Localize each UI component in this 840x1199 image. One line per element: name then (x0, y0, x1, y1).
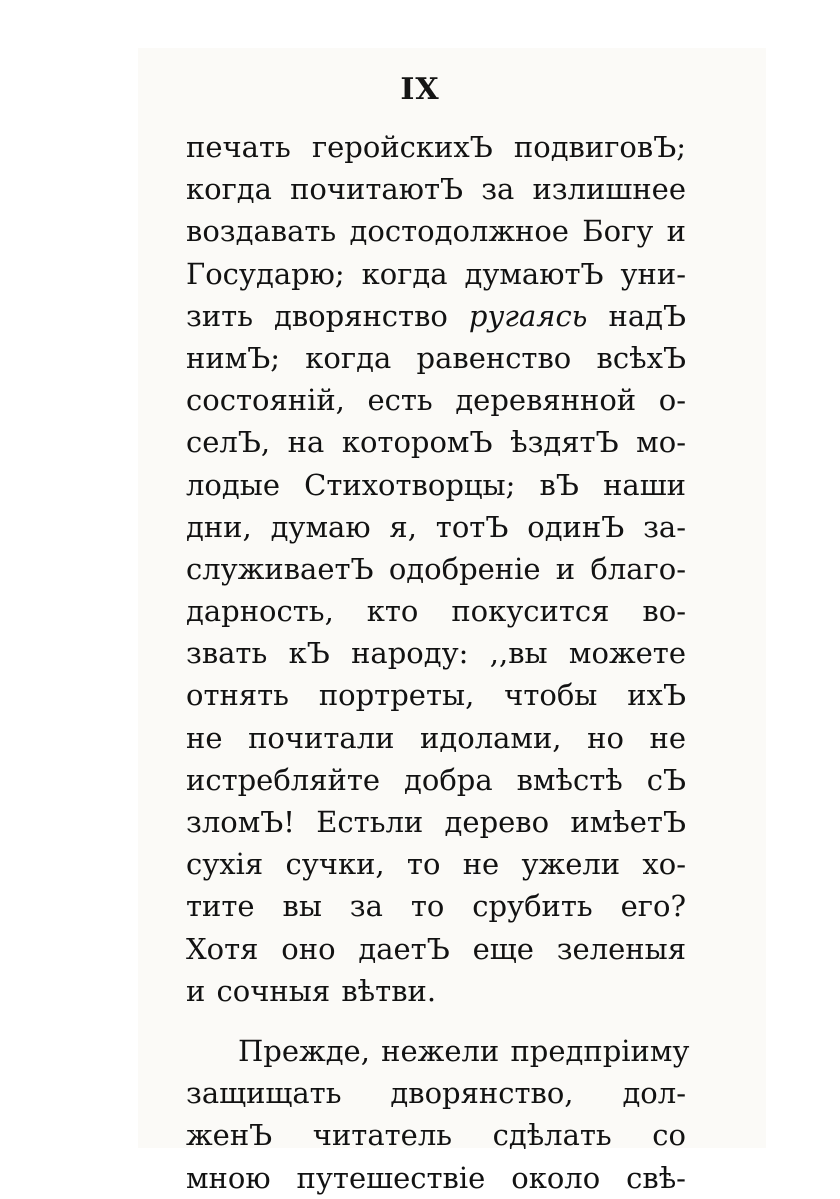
text-line: и сочныя вѣтви. (186, 973, 437, 1008)
text-line: нимЪ; когда равенство всѣхЪ (186, 340, 686, 375)
body-text (186, 126, 690, 1199)
text-line: лодые Стихотворцы; вЪ наши (186, 467, 686, 502)
text-line: дни, думаю я, тотЪ одинЪ за- (186, 509, 686, 544)
text-line: мною путешествіе около свѣ- (186, 1160, 686, 1195)
paragraph-1 (186, 126, 686, 1012)
text-line: состояній, есть деревянной о- (186, 383, 686, 418)
text-line: женЪ читатель сдѣлать со (186, 1118, 686, 1153)
text-line: не почитали идолами, но не (186, 720, 686, 755)
text-line (186, 295, 686, 337)
text-line: селЪ, на которомЪ ѣздятЪ мо- (186, 425, 686, 460)
text-line: служиваетЪ одобреніе и благо- (186, 551, 686, 586)
paragraph-gap (186, 1012, 686, 1030)
paragraph-2 (186, 1030, 690, 1199)
page-number: IX (400, 72, 440, 107)
text-line: тите вы за то срубить его? (186, 889, 686, 924)
text-line: истребляйте добра вмѣстѣ сЪ (186, 762, 686, 797)
text-line: Прежде, нежели предпріиму (238, 1033, 690, 1068)
text-line: отнять портреты, чтобы ихЪ (186, 678, 686, 713)
text-line: дарность, кто покусится во- (186, 594, 686, 629)
text-line: Хотя оно даетЪ еще зеленыя (186, 931, 686, 966)
text-segment: зить дворянство (186, 298, 448, 333)
text-line: когда почитаютЪ за излишнее (186, 172, 686, 207)
text-segment: надЪ (608, 298, 687, 333)
text-line: защищать дворянство, дол- (186, 1076, 686, 1111)
italic-word: ругаясь (468, 298, 588, 333)
text-line: Государю; когда думаютЪ уни- (186, 256, 686, 291)
text-line: звать кЪ народу: ,,вы можете (186, 636, 686, 671)
text-line: воздавать достодолжное Богу и (186, 214, 686, 249)
text-line: печать геройскихЪ подвиговЪ; (186, 130, 686, 164)
text-line: сухія сучки, то не ужели хо- (186, 847, 686, 882)
text-line: зломЪ! Естьли дерево имѣетЪ (186, 805, 686, 839)
